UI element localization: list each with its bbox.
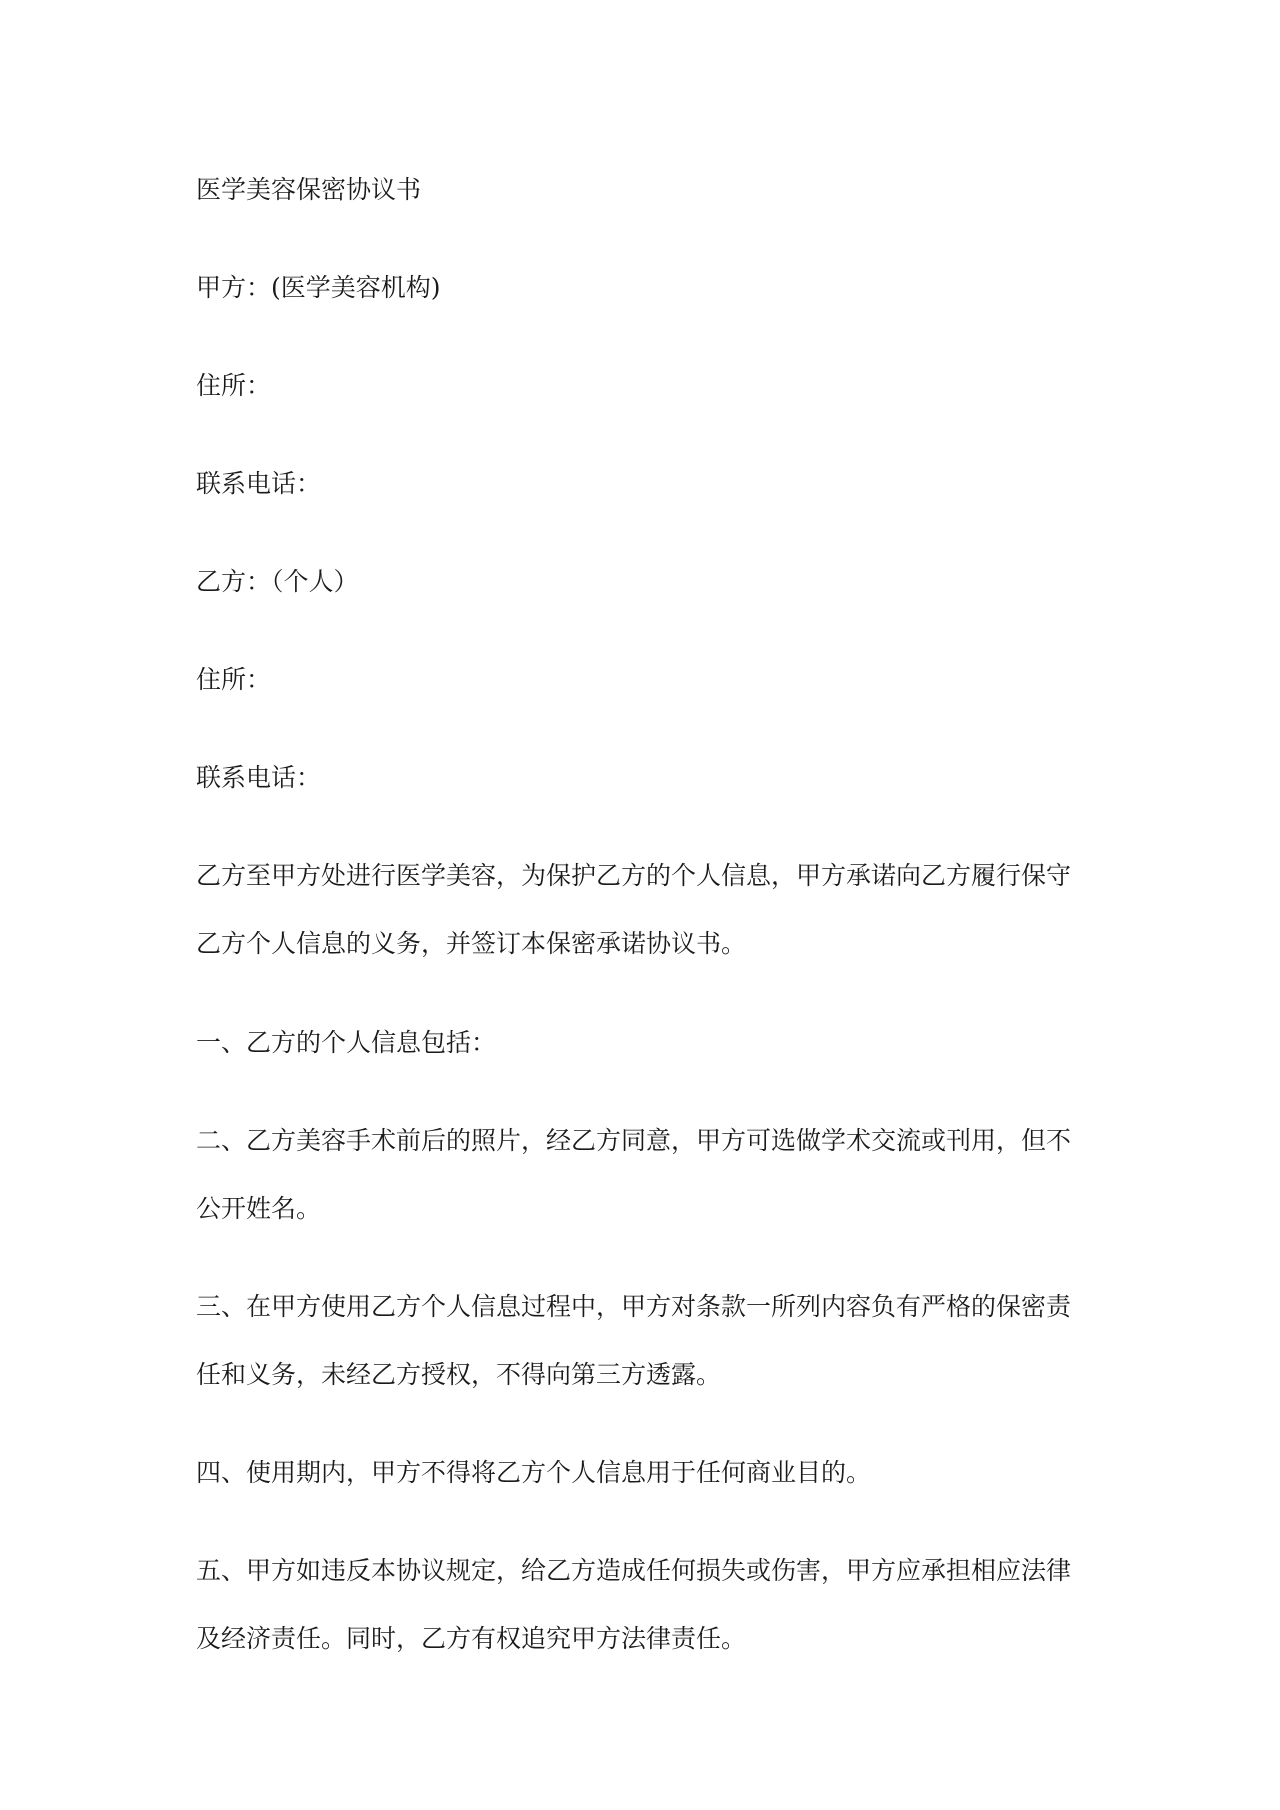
party-b-line: 乙方：（个人） — [196, 567, 359, 596]
clause-3-line-2: 任和义务，未经乙方授权，不得向第三方透露。 — [196, 1360, 722, 1389]
clause-2-line-1: 二、乙方美容手术前后的照片，经乙方同意，甲方可选做学术交流或刊用，但不 — [196, 1126, 1072, 1155]
party-b-phone-line: 联系电话： — [196, 763, 322, 792]
clause-2-line-2: 公开姓名。 — [196, 1194, 322, 1223]
clause-3-line-1: 三、在甲方使用乙方个人信息过程中，甲方对条款一所列内容负有严格的保密责 — [196, 1292, 1072, 1321]
document-title: 医学美容保密协议书 — [196, 175, 422, 204]
clause-5-line-1: 五、甲方如违反本协议规定，给乙方造成任何损失或伤害，甲方应承担相应法律 — [196, 1556, 1072, 1585]
party-a-phone-line: 联系电话： — [196, 469, 322, 498]
clause-1: 一、乙方的个人信息包括： — [196, 1028, 497, 1057]
preamble-line-1: 乙方至甲方处进行医学美容，为保护乙方的个人信息，甲方承诺向乙方履行保守 — [196, 861, 1072, 890]
party-a-address-line: 住所： — [196, 371, 272, 400]
preamble-line-2: 乙方个人信息的义务，并签订本保密承诺协议书。 — [196, 929, 747, 958]
party-b-address-line: 住所： — [196, 665, 272, 694]
clause-5-line-2: 及经济责任。同时，乙方有权追究甲方法律责任。 — [196, 1624, 747, 1653]
party-a-line: 甲方：(医学美容机构) — [196, 273, 441, 302]
clause-4: 四、使用期内，甲方不得将乙方个人信息用于任何商业目的。 — [196, 1458, 872, 1487]
